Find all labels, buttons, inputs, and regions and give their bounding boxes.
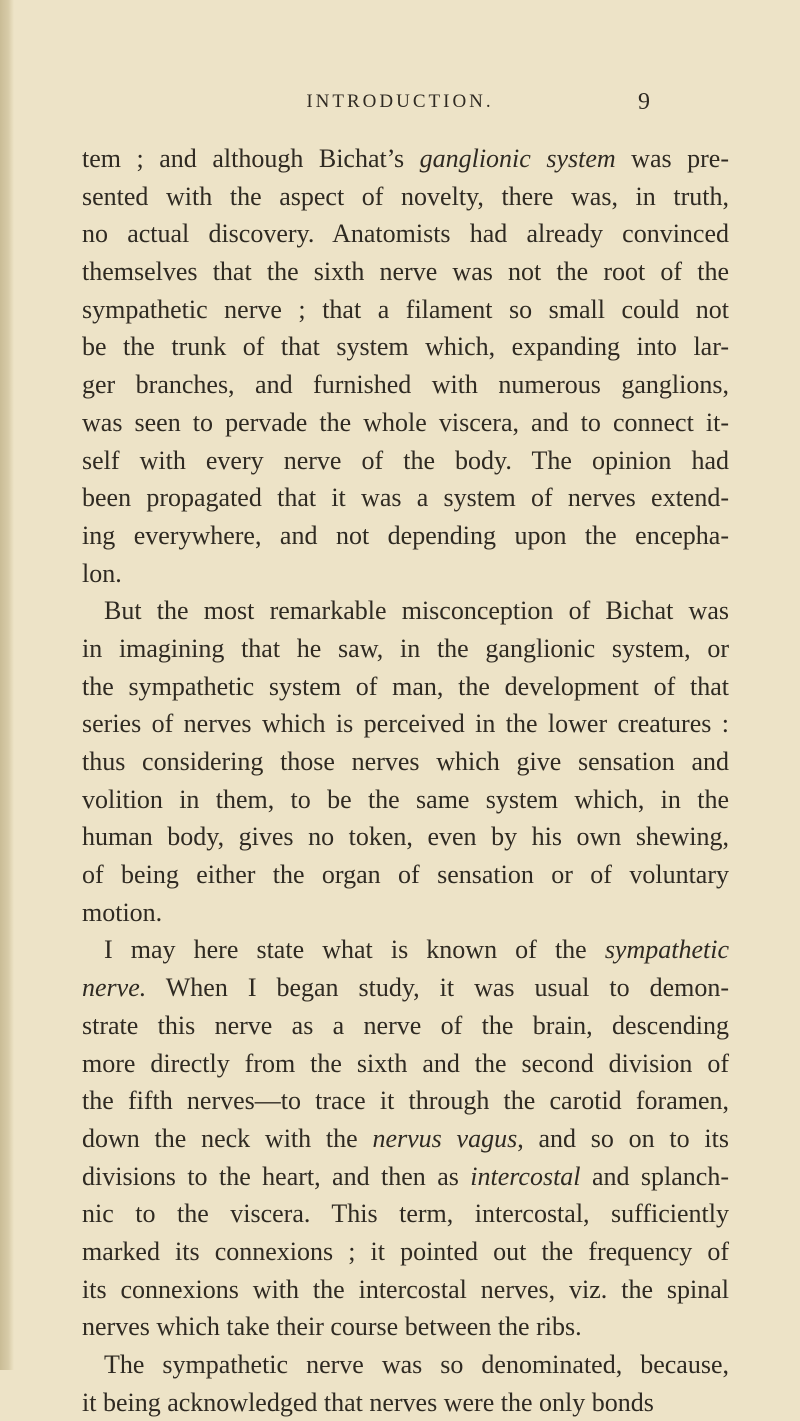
text-line: nerves which take their course between the ribs.: [82, 1312, 582, 1342]
text-line: sented with the aspect of novelty, there was, in truth,: [82, 181, 729, 211]
text-line: nic to the viscera. This term, intercostal, sufficiently: [82, 1199, 729, 1229]
text-line: was seen to pervade the whole viscera, and to connect it-: [82, 407, 729, 437]
italic-term: ganglionic system: [419, 144, 616, 173]
text-line: themselves that the sixth nerve was not the root of the: [82, 257, 729, 287]
text-line: in imagining that he saw, in the ganglionic system, or: [82, 633, 729, 663]
text-line: motion.: [82, 897, 163, 927]
text-line: series of nerves which is perceived in the lower creatures :: [82, 709, 729, 739]
text-line: lon.: [82, 558, 122, 588]
text-line: more directly from the sixth and the second division of: [82, 1048, 729, 1078]
text-line: nerve. When I began study, it was usual to demon-: [82, 973, 729, 1003]
italic-term: sympathetic: [604, 935, 729, 965]
text-line: self with every nerve of the body. The opinion had: [82, 445, 729, 475]
paragraph: [82, 592, 729, 931]
text-line: down the neck with the nervus vagus, and so on to its: [82, 1123, 729, 1153]
paragraph: [82, 140, 729, 592]
text-line: the fifth nerves—to trace it through the carotid foramen,: [82, 1086, 729, 1116]
italic-term: intercostal: [470, 1161, 581, 1191]
paragraph: [82, 1346, 729, 1421]
text-line: tem ; and although Bichat’s ganglionic system was pre-: [82, 144, 730, 173]
text-line: But the most remarkable misconception of Bichat was: [104, 596, 729, 626]
italic-term: nerve.: [82, 973, 147, 1003]
text-line: strate this nerve as a nerve of the brain, descending: [82, 1010, 729, 1040]
text-line: of being either the organ of sensation or of voluntary: [82, 860, 729, 890]
page-header: [0, 86, 800, 118]
text-line: no actual discovery. Anatomists had already convinced: [82, 219, 729, 249]
text-line: I may here state what is known of the sympathetic: [104, 935, 729, 965]
text-line: human body, gives no token, even by his own shewing,: [82, 822, 729, 852]
text-line: been propagated that it was a system of nerves extend-: [82, 483, 729, 513]
text-line: divisions to the heart, and then as intercostal and splanch-: [82, 1161, 729, 1191]
text-line: its connexions with the intercostal nerves, viz. the spinal: [82, 1274, 729, 1304]
page-edge: [0, 0, 14, 1370]
text-line: marked its connexions ; it pointed out the frequency of: [82, 1236, 729, 1266]
paragraph: [82, 931, 729, 1346]
text-line: volition in them, to be the same system which, in the: [82, 784, 729, 814]
text-line: The sympathetic nerve was so denominated, because,: [104, 1350, 729, 1379]
text-line: thus considering those nerves which give sensation and: [82, 747, 729, 776]
text-line: ger branches, and furnished with numerous ganglions,: [82, 370, 729, 400]
text-line: it being acknowledged that nerves were the only bonds: [82, 1387, 654, 1417]
text-line: ing everywhere, and not depending upon the encepha-: [82, 520, 729, 550]
italic-term: nervus vagus: [372, 1123, 518, 1153]
body-text: [82, 140, 729, 1421]
text-line: the sympathetic system of man, the development of that: [82, 671, 729, 701]
running-head: INTRODUCTION.: [306, 91, 494, 112]
text-line: be the trunk of that system which, expanding into lar-: [82, 332, 729, 362]
page-number: 9: [638, 89, 650, 115]
text-line: sympathetic nerve ; that a filament so small could not: [82, 294, 729, 324]
